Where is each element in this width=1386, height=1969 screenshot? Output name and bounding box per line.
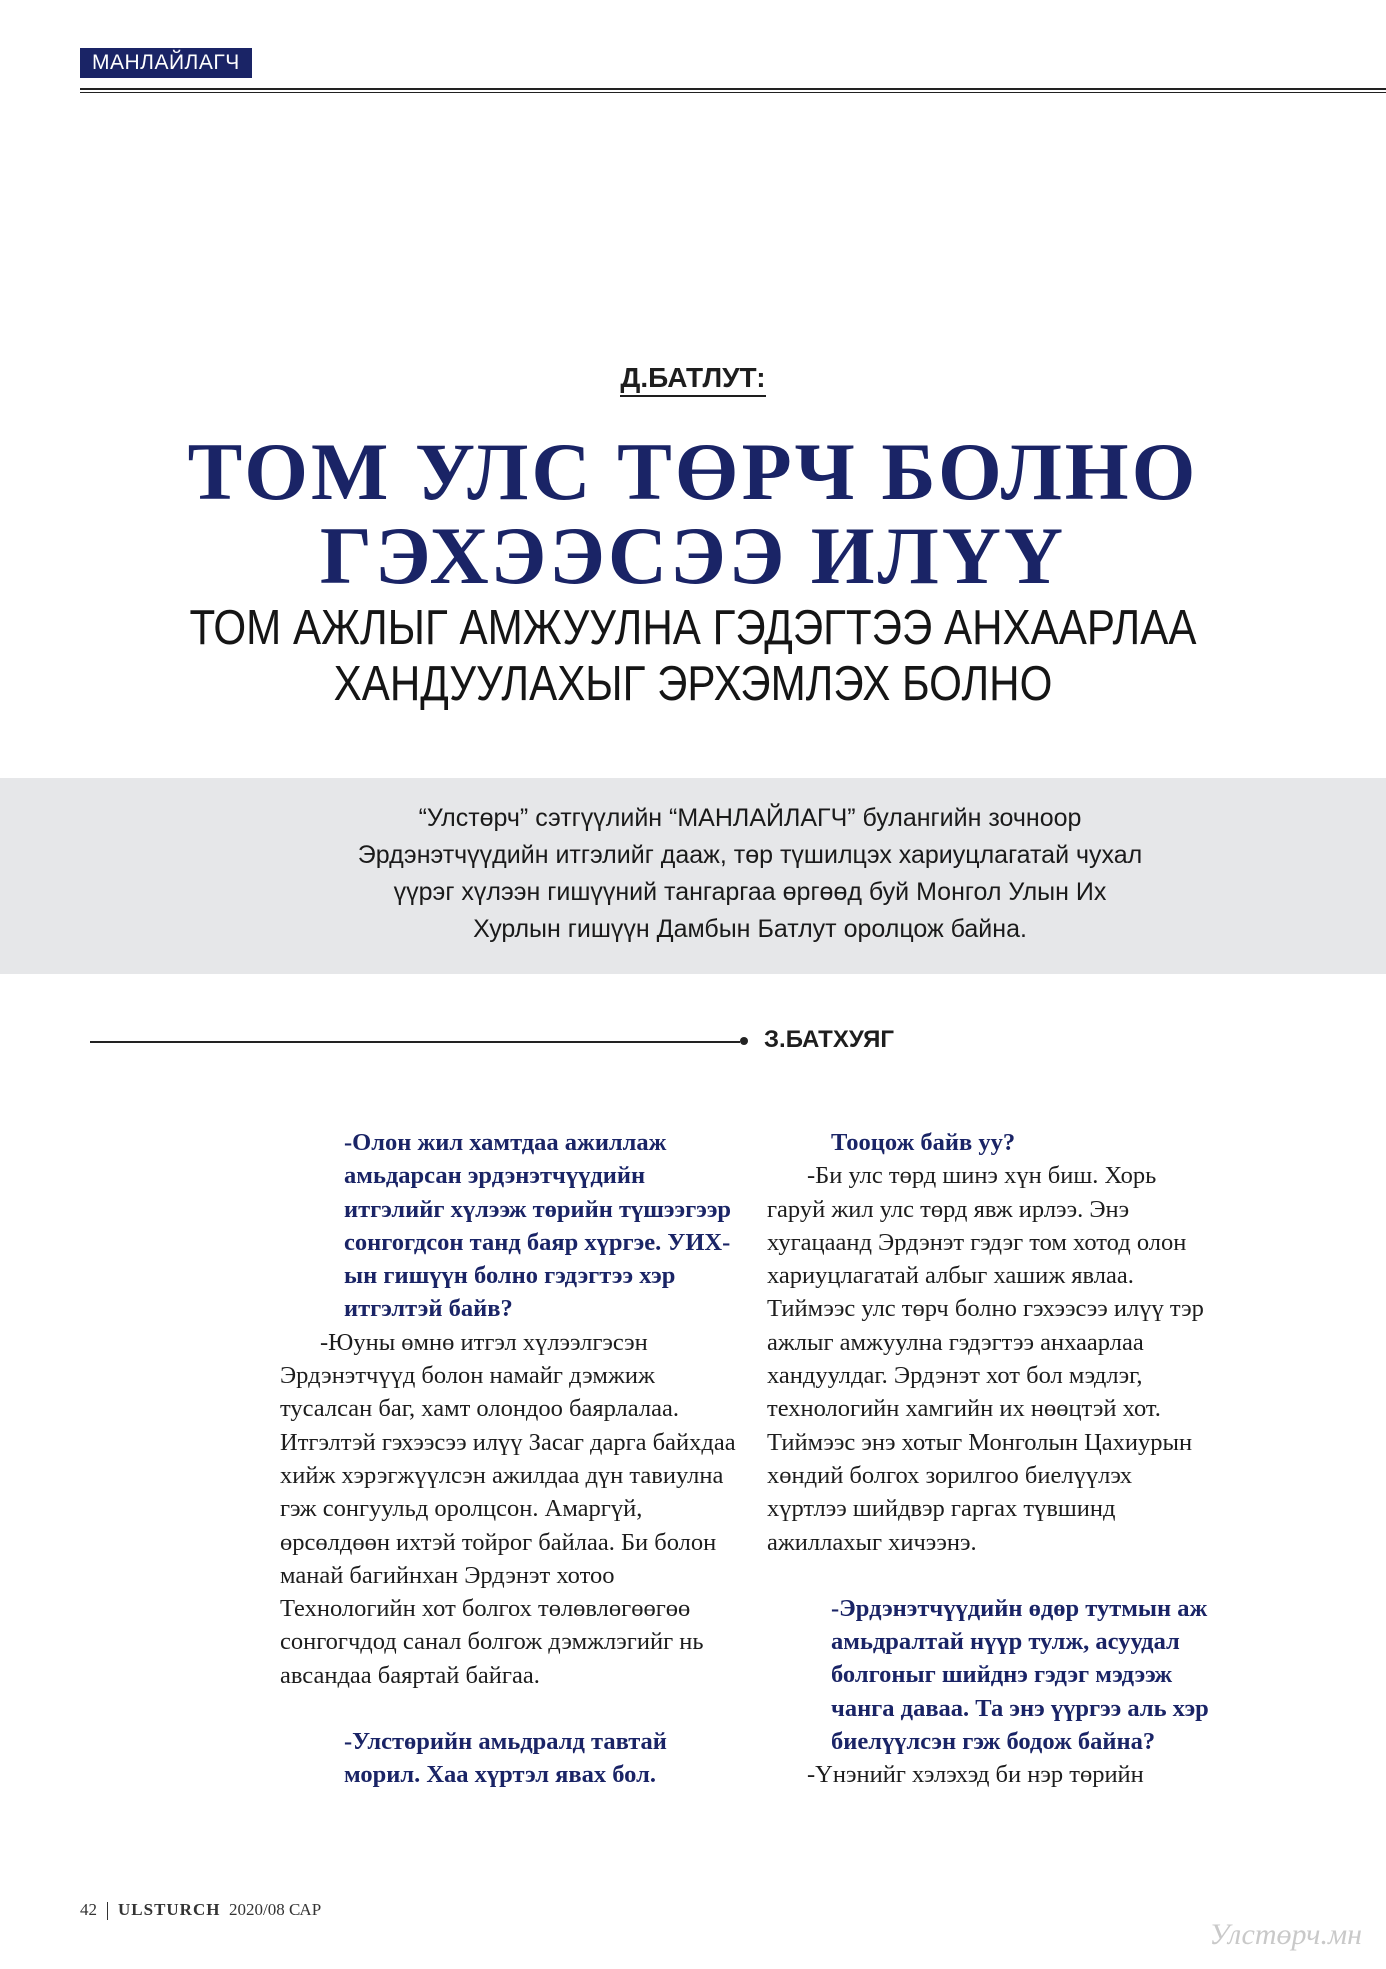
footer-separator — [107, 1902, 108, 1920]
lead-line: Хурлын гишүүн Дамбын Батлут оролцож байна. — [473, 915, 1027, 943]
magazine-name: ULSTURCH — [118, 1900, 221, 1919]
lead-line: “Улстөрч” сэтгүүлийн “МАНЛАЙЛАГЧ” булангийн зочноор — [418, 804, 1082, 832]
article-column-left — [280, 1126, 740, 1792]
answer: -Юуны өмнө итгэл хүлээлгэсэн Эрдэнэтчүүд болон намайг дэмжиж тусалсан баг, хамт олондоо баярлалаа. Итгэлтэй гэхээсээ илүү Засаг дарга байхдаа хийж хэрэгжүүлсэн ажилдаа дүн тавиулна гэж сонгуульд оролцсон. Амаргүй, өрсөлдөөн ихтэй тойрог байлаа. Би болон манай багийнхан Эрдэнэт хотоо Технологийн хот болгох төлөвлөгөөгөө сонгогчдод санал болгож дэмжлэгийг нь авсандаа баяртай байгаа. — [280, 1328, 736, 1689]
answer: -Би улс төрд шинэ хүн биш. Хорь гаруй жил улс төрд явж ирлээ. Энэ хугацаанд Эрдэнэт гэдэг том хотод олон хариуцлагатай албыг хашиж явлаа. Тиймээс улс төрч болно гэхээсээ илүү тэр ажлыг амжуулна гэдэгтээ анхаарлаа хандуулдаг. Эрдэнэт хот бол мэдлэг, технологийн хамгийн их нөөцтэй хот. Тиймээс энэ хотыг Монголын Цахиурын хөндий болгох зорилгоо биелүүлэх хүртлээ шийдвэр гаргах түвшинд ажиллахыг хичээнэ. — [767, 1162, 1204, 1556]
page-footer — [80, 1900, 321, 1920]
page-number: 42 — [80, 1900, 97, 1919]
byline-rule — [90, 1041, 740, 1043]
section-tag: МАНЛАЙЛАГЧ — [80, 48, 252, 78]
issue-date: 2020/08 САР — [228, 1900, 322, 1919]
question: -Олон жил хамтдаа ажиллаж амьдарсан эрдэнэтчүүдийн итгэлийг хүлээж төрийн түшээгээр сонгогдсон танд баяр хүргэе. УИХ-ын гишүүн болно гэдэгтээ хэр итгэлтэй байв? — [344, 1129, 732, 1323]
byline-dot — [740, 1037, 748, 1045]
kicker-text: Д.БАТЛУТ: — [620, 362, 765, 397]
article-column-right — [767, 1126, 1217, 1792]
question: -Улстөрийн амьдралд тавтай морил. Хаа хүртэл явах бол. — [344, 1728, 667, 1789]
header-rule — [80, 88, 1386, 90]
subheadline-line-1: ТОМ АЖЛЫГ АМЖУУЛНА ГЭДЭГТЭЭ АНХААРЛАА — [189, 601, 1197, 655]
lead-paragraph — [330, 800, 1170, 948]
headline-line-2: ГЭХЭЭСЭЭ ИЛҮҮ — [319, 510, 1067, 601]
answer: -Үнэнийг хэлэхэд би нэр төрийн — [807, 1761, 1144, 1789]
byline: З.БАТХУЯГ — [764, 1026, 895, 1053]
kicker — [0, 362, 1386, 394]
headline — [0, 426, 1386, 601]
lead-line: үүрэг хүлээн гишүүний тангаргаа өргөөд буй Монгол Улын Их — [393, 878, 1107, 906]
question-continued: Тооцож байв уу? — [831, 1129, 1016, 1156]
headline-line-1: ТОМ УЛС ТӨРЧ БОЛНО — [187, 426, 1199, 517]
lead-line: Эрдэнэтчүүдийн итгэлийг дааж, төр түшилцэх хариуцлагатай чухал — [357, 841, 1143, 869]
watermark: Улстөрч.мн — [1209, 1918, 1362, 1951]
subheadline — [97, 600, 1289, 712]
question: -Эрдэнэтчүүдийн өдөр тутмын аж амьдралтай нүүр тулж, асуудал болгоныг шийднэ гэдэг мэдээж чанга даваа. Та энэ үүргээ аль хэр биелүүлсэн гэж бодож байна? — [831, 1594, 1209, 1756]
subheadline-line-2: ХАНДУУЛАХЫГ ЭРХЭМЛЭХ БОЛНО — [333, 657, 1053, 711]
header-rule-thin — [80, 92, 1386, 93]
